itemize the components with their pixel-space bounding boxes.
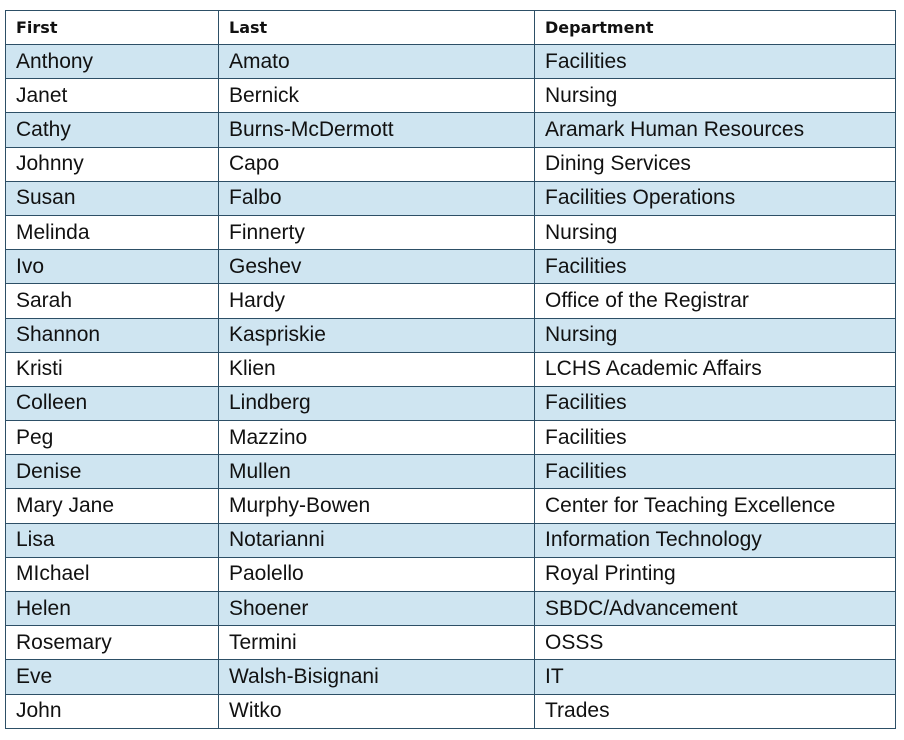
table-row	[6, 45, 896, 79]
cell-first: Sarah	[6, 284, 219, 318]
cell-first: Shannon	[6, 318, 219, 352]
table-row	[6, 250, 896, 284]
cell-last: Mazzino	[219, 421, 535, 455]
table-row	[6, 284, 896, 318]
cell-department: Trades	[535, 694, 896, 728]
table-row	[6, 113, 896, 147]
cell-last: Capo	[219, 147, 535, 181]
cell-department: Nursing	[535, 79, 896, 113]
cell-last: Bernick	[219, 79, 535, 113]
cell-department: Facilities	[535, 250, 896, 284]
header-row	[6, 11, 896, 45]
header-department: Department	[535, 11, 896, 45]
cell-first: Rosemary	[6, 626, 219, 660]
cell-last: Klien	[219, 352, 535, 386]
cell-first: John	[6, 694, 219, 728]
cell-department: Nursing	[535, 318, 896, 352]
cell-last: Lindberg	[219, 386, 535, 420]
cell-last: Falbo	[219, 181, 535, 215]
cell-last: Shoener	[219, 592, 535, 626]
cell-department: Information Technology	[535, 523, 896, 557]
cell-last: Finnerty	[219, 215, 535, 249]
table-row	[6, 557, 896, 591]
table-body	[6, 45, 896, 729]
table-row	[6, 215, 896, 249]
table-row	[6, 455, 896, 489]
cell-first: Anthony	[6, 45, 219, 79]
cell-first: MIchael	[6, 557, 219, 591]
table-row	[6, 147, 896, 181]
cell-first: Janet	[6, 79, 219, 113]
cell-department: Nursing	[535, 215, 896, 249]
staff-table	[5, 10, 896, 729]
cell-last: Walsh-Bisignani	[219, 660, 535, 694]
cell-first: Ivo	[6, 250, 219, 284]
table-row	[6, 421, 896, 455]
cell-first: Colleen	[6, 386, 219, 420]
table-row	[6, 592, 896, 626]
table-header	[6, 11, 896, 45]
cell-first: Helen	[6, 592, 219, 626]
cell-first: Kristi	[6, 352, 219, 386]
table-row	[6, 626, 896, 660]
cell-department: Dining Services	[535, 147, 896, 181]
cell-last: Mullen	[219, 455, 535, 489]
table-row	[6, 352, 896, 386]
cell-first: Peg	[6, 421, 219, 455]
cell-department: Facilities Operations	[535, 181, 896, 215]
cell-last: Termini	[219, 626, 535, 660]
cell-department: IT	[535, 660, 896, 694]
cell-last: Geshev	[219, 250, 535, 284]
cell-department: Facilities	[535, 455, 896, 489]
cell-last: Witko	[219, 694, 535, 728]
cell-department: LCHS Academic Affairs	[535, 352, 896, 386]
cell-first: Mary Jane	[6, 489, 219, 523]
cell-department: Facilities	[535, 386, 896, 420]
cell-department: Aramark Human Resources	[535, 113, 896, 147]
cell-department: Facilities	[535, 421, 896, 455]
cell-first: Johnny	[6, 147, 219, 181]
cell-first: Cathy	[6, 113, 219, 147]
cell-first: Lisa	[6, 523, 219, 557]
cell-last: Kaspriskie	[219, 318, 535, 352]
cell-department: Center for Teaching Excellence	[535, 489, 896, 523]
table-row	[6, 181, 896, 215]
cell-department: Facilities	[535, 45, 896, 79]
cell-department: Royal Printing	[535, 557, 896, 591]
table-row	[6, 660, 896, 694]
cell-first: Susan	[6, 181, 219, 215]
cell-department: SBDC/Advancement	[535, 592, 896, 626]
table-row	[6, 523, 896, 557]
cell-first: Melinda	[6, 215, 219, 249]
header-last: Last	[219, 11, 535, 45]
table-row	[6, 318, 896, 352]
cell-last: Burns-McDermott	[219, 113, 535, 147]
cell-department: OSSS	[535, 626, 896, 660]
cell-last: Notarianni	[219, 523, 535, 557]
header-first: First	[6, 11, 219, 45]
cell-last: Paolello	[219, 557, 535, 591]
cell-last: Hardy	[219, 284, 535, 318]
staff-table-container	[5, 10, 895, 729]
table-row	[6, 79, 896, 113]
cell-first: Denise	[6, 455, 219, 489]
table-row	[6, 489, 896, 523]
table-row	[6, 386, 896, 420]
cell-department: Office of the Registrar	[535, 284, 896, 318]
cell-last: Murphy-Bowen	[219, 489, 535, 523]
cell-first: Eve	[6, 660, 219, 694]
table-row	[6, 694, 896, 728]
cell-last: Amato	[219, 45, 535, 79]
